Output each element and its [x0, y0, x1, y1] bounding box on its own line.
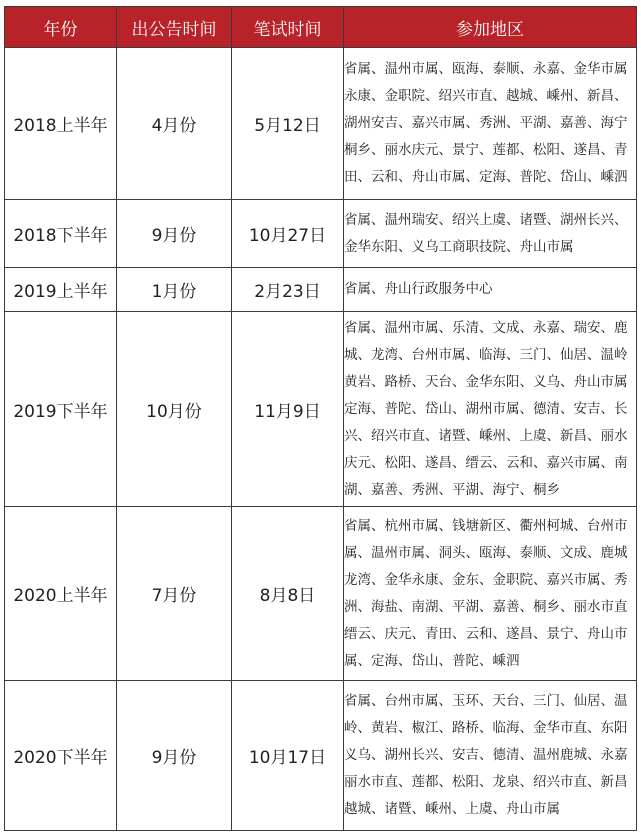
cell-areas: 省属、温州瑞安、绍兴上虞、诸暨、湖州长兴、金华东阳、义乌工商职技院、舟山市属: [344, 200, 637, 268]
table-row: [5, 48, 637, 200]
header-areas: 参加地区: [344, 7, 637, 48]
cell-exam: 5月12日: [232, 48, 344, 200]
cell-exam: 11月9日: [232, 312, 344, 507]
header-year: 年份: [5, 7, 117, 48]
cell-announce: 4月份: [117, 48, 232, 200]
table-row: [5, 268, 637, 312]
header-exam-time: 笔试时间: [232, 7, 344, 48]
table-row: [5, 681, 637, 831]
cell-exam: 2月23日: [232, 268, 344, 312]
recruitment-schedule-table: [4, 6, 637, 831]
cell-announce: 9月份: [117, 200, 232, 268]
table-row: [5, 312, 637, 507]
cell-announce: 1月份: [117, 268, 232, 312]
header-row: [5, 7, 637, 48]
cell-year: 2018上半年: [5, 48, 117, 200]
cell-areas: 省属、杭州市属、钱塘新区、衢州柯城、台州市属、温州市属、洞头、瓯海、泰顺、文成、鹿城龙湾、金华永康、金东、金职院、嘉兴市属、秀洲、海盐、南湖、平湖、嘉善、桐乡、丽水市直缙云、庆元、青田、云和、遂昌、景宁、舟山市属、定海、岱山、普陀、嵊泗: [344, 507, 637, 681]
table-row: [5, 200, 637, 268]
table-row: [5, 507, 637, 681]
cell-year: 2019上半年: [5, 268, 117, 312]
cell-year: 2018下半年: [5, 200, 117, 268]
cell-areas: 省属、温州市属、瓯海、泰顺、永嘉、金华市属永康、金职院、绍兴市直、越城、嵊州、新昌、湖州安吉、嘉兴市属、秀洲、平湖、嘉善、海宁桐乡、丽水庆元、景宁、莲都、松阳、遂昌、青田、云和、舟山市属、定海、普陀、岱山、嵊泗: [344, 48, 637, 200]
cell-exam: 8月8日: [232, 507, 344, 681]
cell-areas: 省属、台州市属、玉环、天台、三门、仙居、温岭、黄岩、椒江、路桥、临海、金华市直、东阳义乌、湖州长兴、安吉、德清、温州鹿城、永嘉丽水市直、莲都、松阳、龙泉、绍兴市直、新昌越城、诸暨、嵊州、上虞、舟山市属: [344, 681, 637, 831]
cell-year: 2020下半年: [5, 681, 117, 831]
cell-year: 2020上半年: [5, 507, 117, 681]
cell-year: 2019下半年: [5, 312, 117, 507]
cell-announce: 10月份: [117, 312, 232, 507]
cell-announce: 7月份: [117, 507, 232, 681]
cell-areas: 省属、温州市属、乐清、文成、永嘉、瑞安、鹿城、龙湾、台州市属、临海、三门、仙居、温岭黄岩、路桥、天台、金华东阳、义乌、舟山市属定海、普陀、岱山、湖州市属、德清、安吉、长兴、绍兴市直、诸暨、嵊州、上虞、新昌、丽水庆元、松阳、遂昌、缙云、云和、嘉兴市属、南湖、嘉善、秀洲、平湖、海宁、桐乡: [344, 312, 637, 507]
cell-exam: 10月17日: [232, 681, 344, 831]
cell-announce: 9月份: [117, 681, 232, 831]
cell-areas: 省属、舟山行政服务中心: [344, 268, 637, 312]
cell-exam: 10月27日: [232, 200, 344, 268]
header-announce-time: 出公告时间: [117, 7, 232, 48]
